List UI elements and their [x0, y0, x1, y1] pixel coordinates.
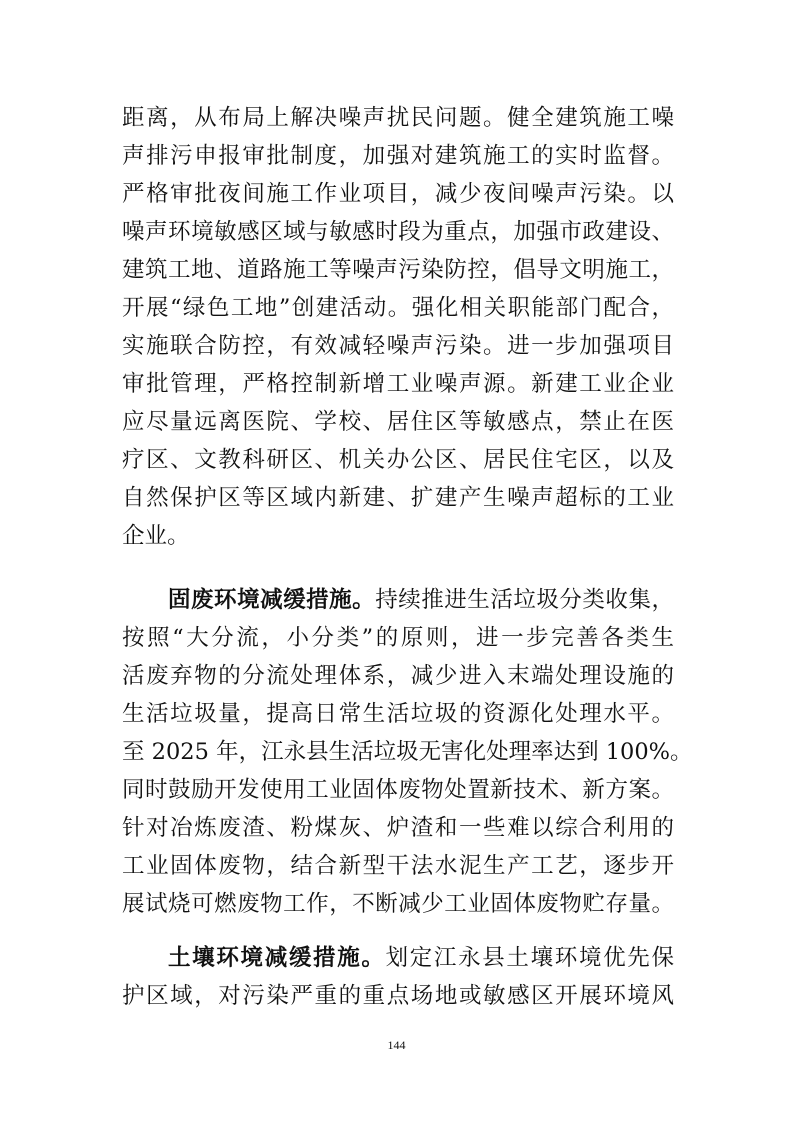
text-line: 噪声环境敏感区域与敏感时段为重点，加强市政建设、 — [122, 219, 674, 245]
text-line: 实施联合防控，有效减轻噪声污染。进一步加强项目 — [122, 333, 674, 359]
text-line: 生活垃圾量，提高日常生活垃圾的资源化处理水平。 — [122, 701, 674, 727]
text-line: 至 2025 年，江永县生活垃圾无害化处理率达到 100%。 — [122, 739, 693, 765]
page-number: 144 — [387, 1038, 406, 1052]
text-fragment: 划定江永县土壤环境优先保 — [385, 945, 674, 971]
paragraph-first-line — [168, 940, 674, 976]
text-line: 工业固体废物，结合新型干法水泥生产工艺，逐步开 — [122, 853, 674, 879]
text-line: 同时鼓励开发使用工业固体废物处置新技术、新方案。 — [122, 777, 674, 803]
text-line: 活废弃物的分流处理体系，减少进入末端处理设施的 — [122, 663, 674, 689]
text-line: 应尽量远离医院、学校、居住区等敏感点，禁止在医 — [122, 409, 674, 435]
text-line: 审批管理，严格控制新增工业噪声源。新建工业企业 — [122, 371, 674, 397]
text-line: 疗区、文教科研区、机关办公区、居民住宅区，以及 — [122, 447, 674, 473]
text-line: 声排污申报审批制度，加强对建筑施工的实时监督。 — [122, 143, 674, 169]
text-line: 严格审批夜间施工作业项目，减少夜间噪声污染。以 — [122, 181, 674, 207]
text-line: 建筑工地、道路施工等噪声污染防控，倡导文明施工， — [122, 257, 674, 283]
text-line: 护区域，对污染严重的重点场地或敏感区开展环境风 — [122, 983, 674, 1009]
section-heading-solid-waste: 固废环境减缓措施。 — [168, 587, 376, 613]
text-line: 针对冶炼废渣、粉煤灰、炉渣和一些难以综合利用的 — [122, 815, 674, 841]
text-line: 自然保护区等区域内新建、扩建产生噪声超标的工业 — [122, 485, 674, 511]
section-heading-soil: 土壤环境减缓措施。 — [168, 945, 386, 971]
paragraph-first-line — [168, 582, 674, 618]
text-line: 展试烧可燃废物工作，不断减少工业固体废物贮存量。 — [122, 891, 674, 917]
text-line: 距离，从布局上解决噪声扰民问题。健全建筑施工噪 — [122, 105, 674, 131]
text-line: 按照“大分流，小分类”的原则，进一步完善各类生 — [122, 625, 674, 651]
text-line: 开展“绿色工地”创建活动。强化相关职能部门配合， — [122, 295, 674, 321]
text-fragment: 持续推进生活垃圾分类收集， — [375, 587, 674, 613]
text-line: 企业。 — [122, 523, 190, 549]
